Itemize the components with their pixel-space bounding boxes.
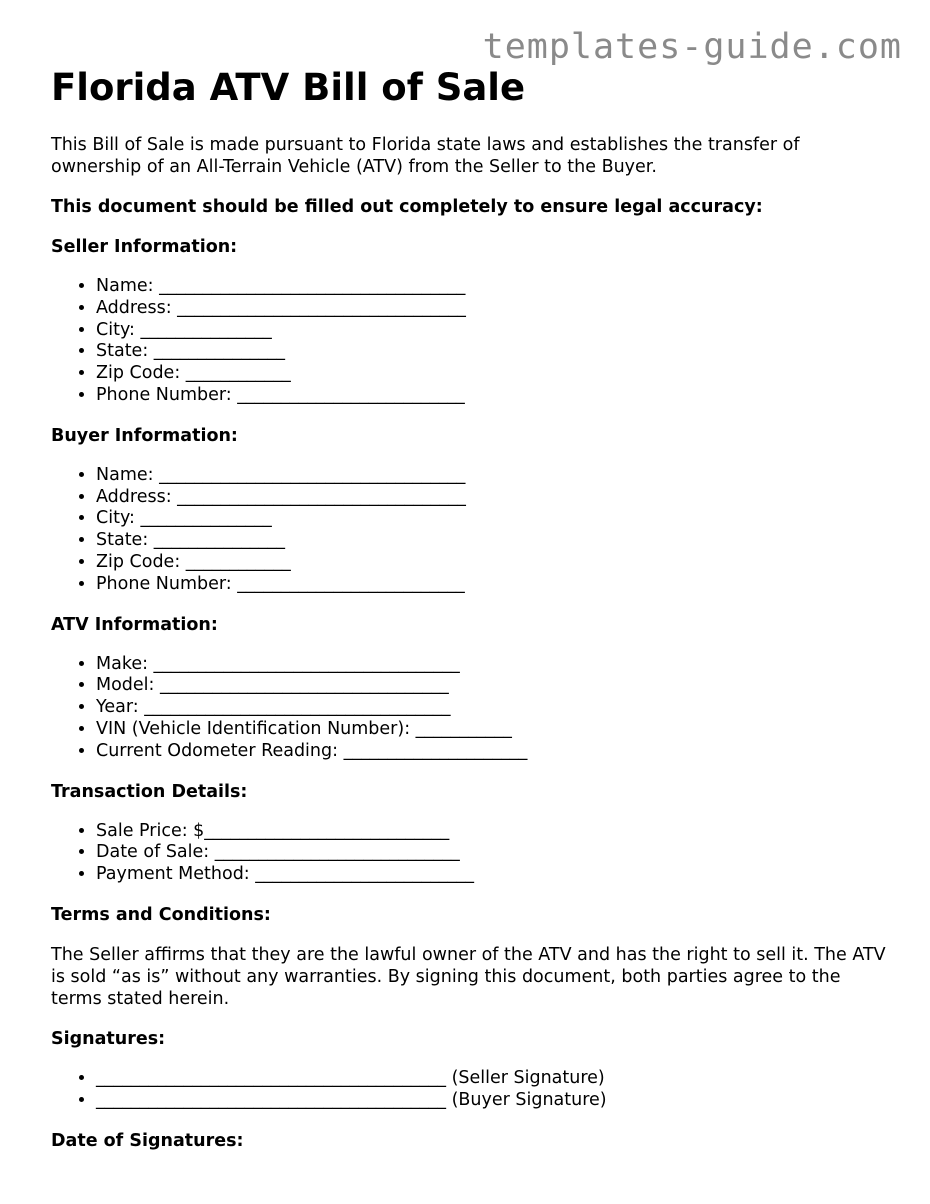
page-title: Florida ATV Bill of Sale <box>51 66 526 109</box>
atv-make-field[interactable]: • Make: ___________________________________ <box>96 654 891 676</box>
seller-section <box>51 236 891 407</box>
transaction-fields <box>51 821 891 886</box>
notice-text: This document should be filled out completely to ensure legal accuracy: <box>51 197 763 217</box>
buyer-heading: Buyer Information: <box>51 425 238 446</box>
transaction-heading: Transaction Details: <box>51 781 248 802</box>
buyer-fields <box>51 465 891 596</box>
terms-section <box>51 904 891 1010</box>
seller-signature-line[interactable]: • ________________________________________ (Seller Signature) <box>96 1068 891 1090</box>
document <box>51 66 891 1152</box>
sale-date-field[interactable]: • Date of Sale: ____________________________ <box>96 842 891 864</box>
buyer-zip-field[interactable]: • Zip Code: ____________ <box>96 552 891 574</box>
buyer-name-field[interactable]: • Name: ___________________________________ <box>96 465 891 487</box>
seller-fields <box>51 276 891 407</box>
signatures-section <box>51 1028 891 1112</box>
seller-phone-field[interactable]: • Phone Number: __________________________ <box>96 385 891 407</box>
buyer-section <box>51 425 891 596</box>
seller-state-field[interactable]: • State: _______________ <box>96 341 891 363</box>
signature-lines <box>51 1068 891 1112</box>
atv-model-field[interactable]: • Model: _________________________________ <box>96 675 891 697</box>
atv-heading: ATV Information: <box>51 614 218 635</box>
buyer-state-field[interactable]: • State: _______________ <box>96 530 891 552</box>
seller-heading: Seller Information: <box>51 237 238 257</box>
intro-paragraph: This Bill of Sale is made pursuant to Florida state laws and establishes the transfer of ownership of an All-Terrain Vehicle (ATV) from the Seller to the Buyer. <box>51 135 800 177</box>
seller-city-field[interactable]: • City: _______________ <box>96 320 891 342</box>
signatures-heading: Signatures: <box>51 1028 166 1049</box>
buyer-city-field[interactable]: • City: _______________ <box>96 508 891 530</box>
buyer-signature-line[interactable]: • ________________________________________ (Buyer Signature) <box>96 1090 891 1112</box>
date-of-signatures-heading: Date of Signatures: <box>51 1130 244 1151</box>
atv-year-field[interactable]: • Year: ___________________________________ <box>96 697 891 719</box>
seller-zip-field[interactable]: • Zip Code: ____________ <box>96 363 891 385</box>
atv-section <box>51 614 891 763</box>
transaction-section <box>51 781 891 886</box>
buyer-address-field[interactable]: • Address: _________________________________ <box>96 487 891 509</box>
sale-price-field[interactable]: • Sale Price: $____________________________ <box>96 821 891 843</box>
seller-address-field[interactable]: • Address: _________________________________ <box>96 298 891 320</box>
watermark: templates-guide.com <box>482 27 902 67</box>
buyer-phone-field[interactable]: • Phone Number: __________________________ <box>96 574 891 596</box>
atv-vin-field[interactable]: • VIN (Vehicle Identification Number): ___________ <box>96 719 891 741</box>
seller-name-field[interactable]: • Name: ___________________________________ <box>96 276 891 298</box>
terms-heading: Terms and Conditions: <box>51 904 271 925</box>
payment-method-field[interactable]: • Payment Method: _________________________ <box>96 864 891 886</box>
atv-odometer-field[interactable]: • Current Odometer Reading: _____________________ <box>96 741 891 763</box>
atv-fields <box>51 654 891 763</box>
terms-text: The Seller affirms that they are the lawful owner of the ATV and has the right to sell it. The ATV is sold “as is” without any warranties. By signing this document, both parties agree to the terms stated herein. <box>51 944 886 1009</box>
